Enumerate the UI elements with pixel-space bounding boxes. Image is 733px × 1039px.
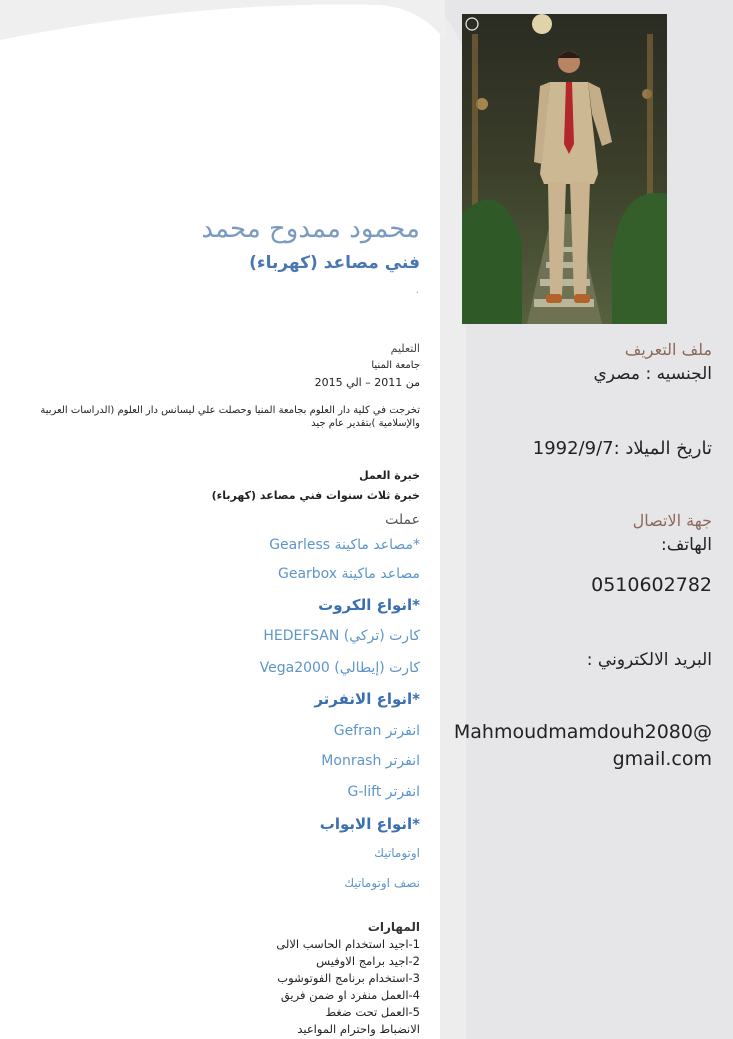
experience-item: انفرتر Monrash <box>321 753 420 769</box>
birthdate: تاريخ الميلاد :1992/9/7 <box>532 438 712 459</box>
decorative-mark: ، <box>416 288 418 295</box>
experience-item: مصاعد ماكينة Gearbox <box>277 566 420 582</box>
job-title: فني مصاعد (كهرباء) <box>249 253 420 273</box>
skills-heading: المهارات <box>367 920 420 934</box>
skill-item: الانضباط واحترام المواعيد <box>297 1022 420 1036</box>
contact-heading: جهة الاتصال <box>632 511 712 530</box>
experience-item: *مصاعد ماكينة Gearless <box>269 537 420 553</box>
nationality: الجنسيه : مصري <box>593 364 712 384</box>
worked-label: عملت <box>385 512 420 528</box>
experience-item: اوتوماتيك <box>374 846 420 860</box>
experience-item: كارت (إيطالي) Vega2000 <box>259 660 420 676</box>
profile-photo <box>462 14 667 324</box>
experience-subheading: *انواع الابواب <box>319 815 420 833</box>
experience-subheading: *انواع الكروت <box>318 596 420 614</box>
profile-heading: ملف التعريف <box>624 340 712 359</box>
experience-item: انفرتر Gefran <box>333 723 420 739</box>
experience-item: انفرتر G-lift <box>347 784 420 800</box>
experience-subheading: *انواع الانفرتر <box>314 690 420 708</box>
experience-summary: خبرة ثلاث سنوات فني مصاعد (كهرباء) <box>211 489 420 502</box>
skill-item: 2-اجيد برامج الاوفيس <box>316 954 420 968</box>
candidate-name: محمود ممدوح محمد <box>201 214 420 244</box>
phone-label: الهاتف: <box>661 535 712 555</box>
education-school: جامعة المنيا <box>371 360 420 371</box>
email-address[interactable]: Mahmoudmamdouh2080@gmail.com <box>453 721 712 770</box>
phone-number: 0510602782 <box>591 574 712 596</box>
education-period: من 2011 – الي 2015 <box>314 376 420 389</box>
education-heading: التعليم <box>390 342 420 355</box>
education-description: تخرجت في كلية دار العلوم بجامعة المنيا وحصلت علي ليسانس دار العلوم (الدراسات العربية والإسلامية )بتقدير عام جيد <box>40 405 420 429</box>
skill-item: 1-اجيد استخدام الحاسب الالى <box>276 937 420 951</box>
experience-item: نصف اوتوماتيك <box>344 876 420 890</box>
skill-item: 5-العمل تحت ضغط <box>325 1005 420 1019</box>
email-label: البريد الالكتروني : <box>586 650 712 670</box>
experience-item: كارت (تركي) HEDEFSAN <box>263 628 420 644</box>
experience-heading: خبرة العمل <box>359 469 420 482</box>
skill-item: 4-العمل منفرد او ضمن فريق <box>280 988 420 1002</box>
skill-item: 3-استخدام برنامج الفوتوشوب <box>277 971 420 985</box>
